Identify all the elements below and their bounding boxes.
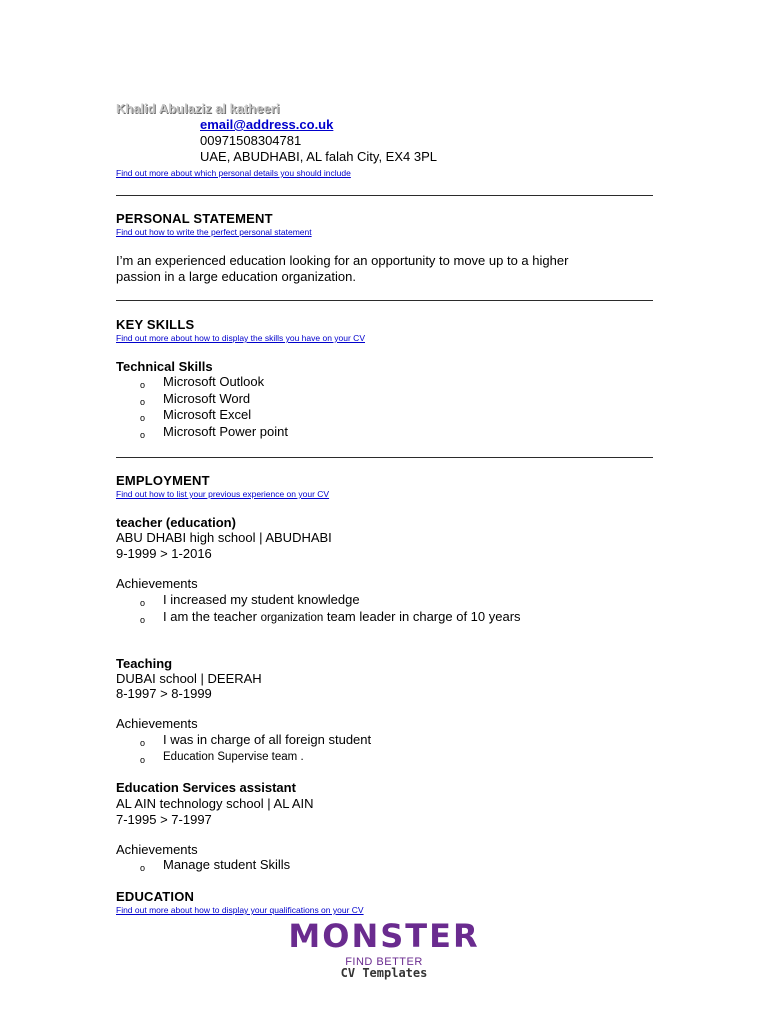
candidate-name: Khalid Abulaziz al katheeri — [116, 101, 280, 116]
bullet-marker: o — [140, 396, 146, 407]
section-divider — [116, 457, 653, 458]
employment-heading: EMPLOYMENT — [116, 473, 210, 488]
education-help-link[interactable]: Find out more about how to display your qualifications on your CV — [116, 905, 364, 915]
list-item: o Microsoft Outlook — [0, 374, 768, 391]
job-dates: 9-1999 > 1-2016 — [116, 546, 212, 561]
address: UAE, ABUDHABI, AL falah City, EX4 3PL — [200, 149, 437, 164]
personal-statement-line-2: passion in a large education organization. — [116, 269, 356, 284]
list-item: o I increased my student knowledge — [0, 592, 768, 609]
logo-subtitle: CV Templates — [340, 966, 428, 980]
bullet-marker: o — [140, 754, 146, 765]
personal-details-help-link[interactable]: Find out more about which personal details you should include — [116, 168, 351, 178]
personal-statement-line-1: I’m an experienced education looking for an opportunity to move up to a higher — [116, 253, 569, 268]
job-employer: DUBAI school | DEERAH — [116, 671, 262, 686]
technical-skills-subheading: Technical Skills — [116, 359, 213, 374]
bullet-marker: o — [140, 598, 146, 608]
list-item: o I am the teacher organization team leader in charge of 10 years — [0, 609, 768, 626]
achievements-list — [0, 732, 768, 765]
email-link[interactable]: email@address.co.uk — [200, 117, 334, 132]
job-title: Teaching — [116, 656, 173, 671]
achievements-label: Achievements — [116, 842, 198, 857]
education-heading: EDUCATION — [116, 889, 195, 904]
bullet-marker: o — [140, 863, 146, 873]
list-item: o Manage student Skills — [0, 857, 768, 874]
bullet-marker: o — [140, 413, 146, 423]
list-item: o Education Supervise team . — [0, 749, 768, 766]
key-skills-heading: KEY SKILLS — [116, 317, 195, 332]
bullet-marker: o — [140, 429, 146, 440]
technical-skills-list — [0, 374, 768, 440]
job-title: Education Services assistant — [116, 780, 296, 795]
bullet-marker: o — [140, 614, 146, 625]
personal-statement-help-link[interactable]: Find out how to write the perfect personal statement — [116, 227, 312, 237]
job-title: teacher (education) — [116, 515, 236, 530]
job-dates: 7-1995 > 7-1997 — [116, 812, 212, 827]
job-employer: AL AIN technology school | AL AIN — [116, 796, 314, 811]
bullet-marker: o — [140, 380, 146, 390]
achievements-label: Achievements — [116, 716, 198, 731]
achievements-label: Achievements — [116, 576, 198, 591]
achievements-list — [0, 857, 768, 874]
achievements-list — [0, 592, 768, 625]
monster-logo: MONSTER — [288, 917, 480, 955]
list-item: o Microsoft Word — [0, 391, 768, 408]
key-skills-help-link[interactable]: Find out more about how to display the skills you have on your CV — [116, 333, 365, 343]
section-divider — [116, 195, 653, 196]
list-item: o I was in charge of all foreign student — [0, 732, 768, 749]
list-item: o Microsoft Excel — [0, 407, 768, 424]
job-dates: 8-1997 > 8-1999 — [116, 686, 212, 701]
list-item: o Microsoft Power point — [0, 424, 768, 441]
bullet-marker: o — [140, 738, 146, 748]
logo-tagline: FIND BETTER — [345, 956, 423, 968]
phone-number: 00971508304781 — [200, 133, 302, 148]
job-employer: ABU DHABI high school | ABUDHABI — [116, 530, 332, 545]
section-divider — [116, 300, 653, 301]
employment-help-link[interactable]: Find out how to list your previous experience on your CV — [116, 489, 330, 499]
personal-statement-heading: PERSONAL STATEMENT — [116, 211, 273, 226]
